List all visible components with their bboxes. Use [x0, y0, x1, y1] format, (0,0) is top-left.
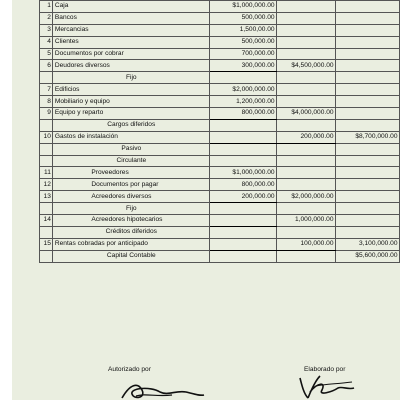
detail-amount: $2,000,000.00 [210, 84, 277, 96]
amount-cell [277, 143, 336, 155]
blank-cell [40, 155, 53, 167]
account-name: Gastos de instalación [53, 131, 210, 143]
prepared-by-label: Elaborado por [304, 366, 346, 373]
account-row [12, 36, 400, 48]
row-number: 15 [40, 238, 53, 250]
blank-cell [12, 84, 40, 96]
blank-cell [12, 143, 40, 155]
detail-amount [210, 131, 277, 143]
row-number: 7 [40, 84, 53, 96]
section-heading: Pasivo [53, 143, 210, 155]
row-number: 3 [40, 24, 53, 36]
total-cell [336, 143, 400, 155]
detail-amount: 1,500,00.00 [210, 24, 277, 36]
account-name: Rentas cobradas por anticipado [53, 238, 210, 250]
spreadsheet-page [12, 0, 400, 400]
row-number: 5 [40, 48, 53, 60]
total-cell [336, 72, 400, 84]
section-heading-row [12, 155, 400, 167]
total-amount [336, 24, 400, 36]
total-cell: $5,600,000.00 [336, 250, 400, 262]
blank-cell [12, 1, 40, 13]
subtotal-amount: 100,000.00 [277, 238, 336, 250]
total-cell [336, 119, 400, 131]
subtotal-amount: $4,000,000.00 [277, 108, 336, 120]
account-name: Proveedores [53, 167, 210, 179]
account-row [12, 131, 400, 143]
detail-amount [210, 238, 277, 250]
detail-amount: 300,000.00 [210, 60, 277, 72]
total-amount [336, 48, 400, 60]
account-row [12, 191, 400, 203]
detail-amount: 800,000.00 [210, 179, 277, 191]
total-amount [336, 215, 400, 227]
account-name: Documentos por cobrar [53, 48, 210, 60]
total-cell [336, 203, 400, 215]
blank-cell [40, 119, 53, 131]
total-amount [336, 84, 400, 96]
total-cell [336, 226, 400, 238]
subtotal-amount [277, 48, 336, 60]
account-row [12, 179, 400, 191]
total-cell [336, 155, 400, 167]
subtotal-amount [277, 167, 336, 179]
blank-cell [40, 226, 53, 238]
detail-amount: 1,200,000.00 [210, 96, 277, 108]
section-heading: Cargos diferidos [53, 119, 210, 131]
detail-amount: 500,000.00 [210, 36, 277, 48]
amount-cell [277, 155, 336, 167]
section-heading-row [12, 250, 400, 262]
row-number: 2 [40, 12, 53, 24]
account-name: Equipo y reparto [53, 108, 210, 120]
blank-cell [40, 250, 53, 262]
total-amount [336, 167, 400, 179]
blank-cell [12, 48, 40, 60]
account-row [12, 167, 400, 179]
subtotal-amount: 1,000,000.00 [277, 215, 336, 227]
total-amount: 3,100,000.00 [336, 238, 400, 250]
amount-cell [210, 72, 277, 84]
row-number: 6 [40, 60, 53, 72]
amount-cell [210, 226, 277, 238]
amount-cell [210, 119, 277, 131]
total-amount [336, 36, 400, 48]
section-heading-row [12, 143, 400, 155]
blank-cell [12, 226, 40, 238]
subtotal-amount: $2,000,000.00 [277, 191, 336, 203]
amount-cell [277, 72, 336, 84]
account-row [12, 60, 400, 72]
total-amount [336, 96, 400, 108]
subtotal-amount [277, 96, 336, 108]
blank-cell [12, 119, 40, 131]
account-name: Mercancias [53, 24, 210, 36]
row-number: 1 [40, 1, 53, 13]
account-row [12, 1, 400, 13]
total-amount [336, 60, 400, 72]
account-row [12, 84, 400, 96]
amount-cell [210, 155, 277, 167]
section-heading: Fijo [53, 72, 210, 84]
account-name: Documentos por pagar [53, 179, 210, 191]
blank-cell [12, 238, 40, 250]
blank-cell [12, 72, 40, 84]
amount-cell [210, 143, 277, 155]
detail-amount: $1,000,000.00 [210, 167, 277, 179]
detail-amount: 200,000.00 [210, 191, 277, 203]
subtotal-amount [277, 12, 336, 24]
blank-cell [12, 250, 40, 262]
detail-amount: $1,000,000.00 [210, 1, 277, 13]
subtotal-amount: $4,500,000.00 [277, 60, 336, 72]
blank-cell [40, 72, 53, 84]
total-amount [336, 179, 400, 191]
amount-cell [277, 226, 336, 238]
authorized-by-label: Autorizado por [108, 366, 151, 373]
account-name: Mobiliario y equipo [53, 96, 210, 108]
row-number: 8 [40, 96, 53, 108]
total-amount: $8,700,000.00 [336, 131, 400, 143]
blank-cell [12, 179, 40, 191]
subtotal-amount [277, 1, 336, 13]
account-row [12, 24, 400, 36]
amount-cell [210, 203, 277, 215]
section-heading-row [12, 72, 400, 84]
balance-sheet-table [12, 0, 400, 263]
account-row [12, 108, 400, 120]
account-name: Bancos [53, 12, 210, 24]
row-number: 10 [40, 131, 53, 143]
blank-cell [12, 155, 40, 167]
detail-amount [210, 215, 277, 227]
blank-cell [40, 143, 53, 155]
row-number: 4 [40, 36, 53, 48]
row-number: 13 [40, 191, 53, 203]
account-row [12, 48, 400, 60]
subtotal-amount [277, 84, 336, 96]
amount-cell [277, 203, 336, 215]
account-name: Edificios [53, 84, 210, 96]
account-row [12, 238, 400, 250]
amount-cell [210, 250, 277, 262]
blank-cell [12, 108, 40, 120]
row-number: 14 [40, 215, 53, 227]
subtotal-amount [277, 36, 336, 48]
blank-cell [40, 203, 53, 215]
total-amount [336, 108, 400, 120]
prepared-signature [292, 372, 372, 400]
subtotal-amount [277, 24, 336, 36]
account-row [12, 12, 400, 24]
section-heading: Capital Contable [53, 250, 210, 262]
section-heading-row [12, 203, 400, 215]
blank-cell [12, 60, 40, 72]
detail-amount: 800,000.00 [210, 108, 277, 120]
detail-amount: 500,000.00 [210, 12, 277, 24]
blank-cell [12, 191, 40, 203]
account-name: Acreedores diversos [53, 191, 210, 203]
account-name: Acreedores hipotecarios [53, 215, 210, 227]
row-number: 9 [40, 108, 53, 120]
blank-cell [12, 167, 40, 179]
blank-cell [12, 96, 40, 108]
account-name: Deudores diversos [53, 60, 210, 72]
amount-cell [277, 119, 336, 131]
blank-cell [12, 12, 40, 24]
blank-cell [12, 24, 40, 36]
blank-cell [12, 215, 40, 227]
section-heading: Fijo [53, 203, 210, 215]
detail-amount: 700,000.00 [210, 48, 277, 60]
row-number: 11 [40, 167, 53, 179]
account-name: Caja [53, 1, 210, 13]
account-row [12, 96, 400, 108]
row-number: 12 [40, 179, 53, 191]
blank-cell [12, 36, 40, 48]
section-heading: Créditos diferidos [53, 226, 210, 238]
subtotal-amount [277, 179, 336, 191]
authorized-signature [116, 378, 206, 400]
section-heading-row [12, 226, 400, 238]
section-heading: Circulante [53, 155, 210, 167]
subtotal-amount: 200,000.00 [277, 131, 336, 143]
total-amount [336, 191, 400, 203]
total-amount [336, 1, 400, 13]
blank-cell [12, 203, 40, 215]
section-heading-row [12, 119, 400, 131]
blank-cell [12, 131, 40, 143]
amount-cell [277, 250, 336, 262]
account-row [12, 215, 400, 227]
total-amount [336, 12, 400, 24]
account-name: Clientes [53, 36, 210, 48]
